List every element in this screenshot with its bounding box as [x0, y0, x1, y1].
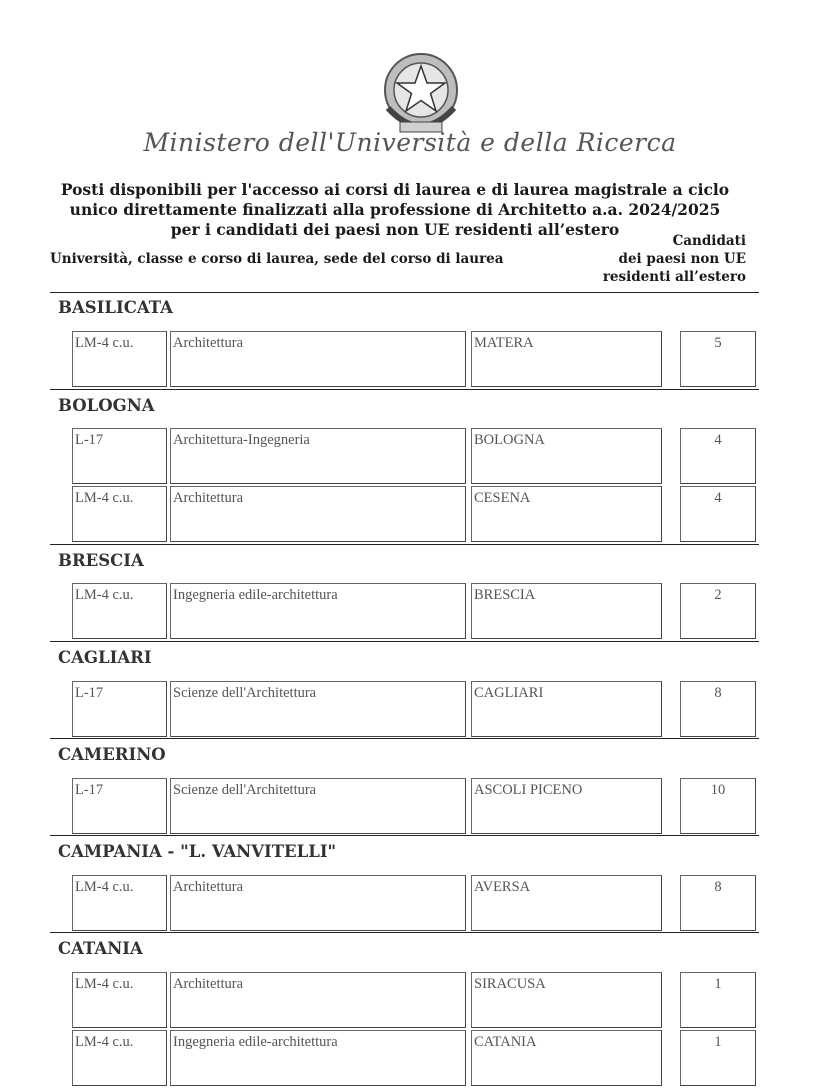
cell-classe: LM-4 c.u. — [72, 583, 167, 639]
cell-posti: 1 — [680, 972, 756, 1028]
cell-posti: 4 — [680, 428, 756, 484]
cell-classe: L-17 — [72, 428, 167, 484]
cell-sede: BRESCIA — [471, 583, 662, 639]
italian-republic-emblem-icon — [378, 48, 464, 140]
group-name-campania-vanvitelli: CAMPANIA - "L. VANVITELLI" — [58, 842, 337, 861]
cell-classe: LM-4 c.u. — [72, 1030, 167, 1086]
title-line: per i candidati dei paesi non UE residenti all’estero — [170, 220, 620, 239]
cell-sede: CESENA — [471, 486, 662, 542]
title-line: Posti disponibili per l'accesso ai corsi di laurea e di laurea magistrale a ciclo — [60, 180, 730, 199]
column-header-line: residenti all’estero — [602, 269, 746, 285]
cell-classe: LM-4 c.u. — [72, 875, 167, 931]
cell-classe: LM-4 c.u. — [72, 486, 167, 542]
cell-corso: Scienze dell'Architettura — [170, 778, 466, 834]
group-name-brescia: BRESCIA — [58, 551, 144, 570]
ministry-heading: Ministero dell'Università e della Ricerca — [143, 128, 677, 157]
cell-posti: 5 — [680, 331, 756, 387]
cell-corso: Architettura — [170, 972, 466, 1028]
document-title — [0, 180, 790, 240]
cell-classe: L-17 — [72, 681, 167, 737]
group-divider — [50, 292, 759, 293]
group-name-camerino: CAMERINO — [58, 745, 166, 764]
cell-sede: ASCOLI PICENO — [471, 778, 662, 834]
cell-sede: AVERSA — [471, 875, 662, 931]
group-divider — [50, 641, 759, 642]
group-name-basilicata: BASILICATA — [58, 298, 173, 317]
cell-sede: SIRACUSA — [471, 972, 662, 1028]
cell-sede: MATERA — [471, 331, 662, 387]
cell-classe: L-17 — [72, 778, 167, 834]
cell-corso: Scienze dell'Architettura — [170, 681, 466, 737]
title-line: unico direttamente finalizzati alla professione di Architetto a.a. 2024/2025 — [69, 200, 721, 219]
group-divider — [50, 389, 759, 390]
cell-sede: CATANIA — [471, 1030, 662, 1086]
cell-posti: 10 — [680, 778, 756, 834]
column-header-line: Candidati — [672, 233, 746, 249]
cell-posti: 4 — [680, 486, 756, 542]
cell-classe: LM-4 c.u. — [72, 331, 167, 387]
cell-corso: Architettura-Ingegneria — [170, 428, 466, 484]
cell-corso: Ingegneria edile-architettura — [170, 1030, 466, 1086]
cell-sede: BOLOGNA — [471, 428, 662, 484]
cell-corso: Architettura — [170, 486, 466, 542]
cell-classe: LM-4 c.u. — [72, 972, 167, 1028]
group-divider — [50, 738, 759, 739]
group-name-cagliari: CAGLIARI — [58, 648, 152, 667]
column-header-line: dei paesi non UE — [618, 251, 746, 267]
cell-corso: Architettura — [170, 331, 466, 387]
column-header-university: Università, classe e corso di laurea, sede del corso di laurea — [50, 251, 504, 267]
group-name-bologna: BOLOGNA — [58, 396, 155, 415]
group-divider — [50, 932, 759, 933]
cell-posti: 1 — [680, 1030, 756, 1086]
column-header-candidates — [603, 232, 746, 286]
cell-posti: 8 — [680, 875, 756, 931]
group-name-catania: CATANIA — [58, 939, 143, 958]
cell-corso: Ingegneria edile-architettura — [170, 583, 466, 639]
cell-posti: 2 — [680, 583, 756, 639]
group-divider — [50, 544, 759, 545]
group-divider — [50, 835, 759, 836]
cell-sede: CAGLIARI — [471, 681, 662, 737]
cell-corso: Architettura — [170, 875, 466, 931]
cell-posti: 8 — [680, 681, 756, 737]
